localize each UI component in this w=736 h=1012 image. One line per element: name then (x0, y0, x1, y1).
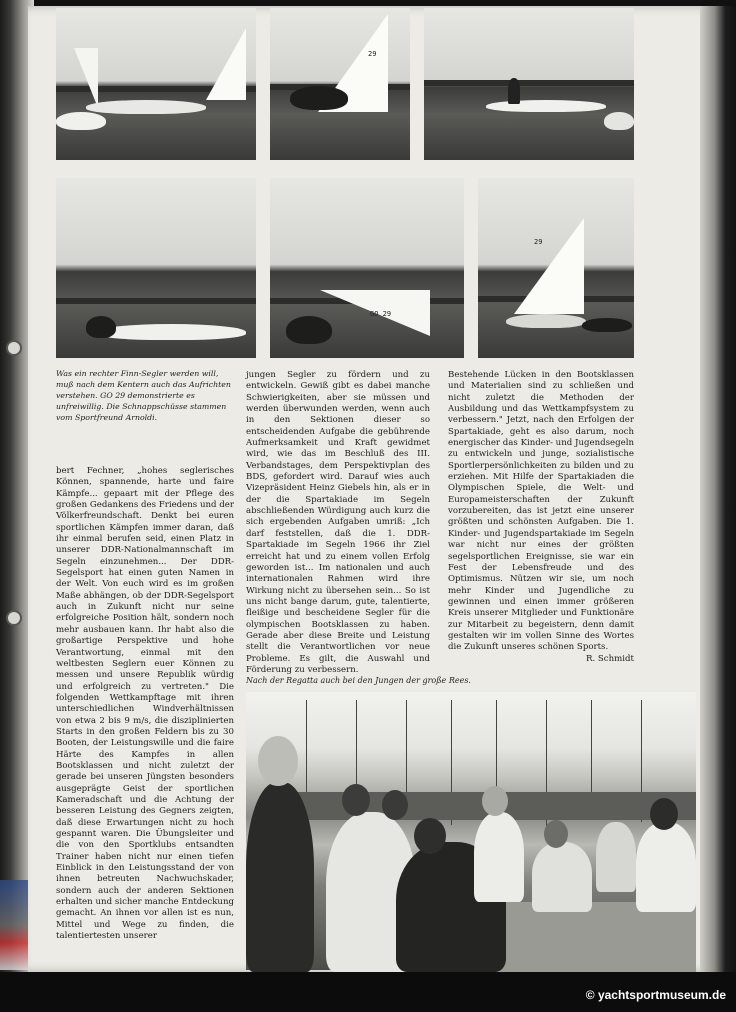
boat-hull (96, 324, 246, 340)
photo-capsize-6 (478, 178, 634, 358)
boy-standing (246, 782, 314, 972)
boy-sitting (636, 822, 696, 912)
sail-shape (74, 48, 98, 108)
page-edge (700, 6, 736, 972)
boat-hull (582, 318, 632, 332)
boy-sitting (532, 842, 592, 912)
boat-hull (286, 316, 332, 344)
photo-harbor-crowd (246, 692, 696, 970)
article-column-1 (56, 466, 234, 942)
sailor (508, 78, 520, 104)
photo-capsize-4 (56, 178, 256, 358)
photo-capsize-5 (270, 178, 464, 358)
page-tabs (0, 880, 30, 970)
column-2-text: jungen Segler zu fördern und zu entwickeln. Gewiß gibt es dabei manche Schwierigkeiten, aber sie müssen und werden überwunden werden, wenn auch in den Sektionen dieser so entscheidenden Aufgabe die gebührende Aufmerksamkeit und Kraft gewidmet wird, wie das im Beschluß des III. Verbandstages, dem Perspektivplan des BDS, gefordert wird. Darauf wies auch Vizepräsident Heinz Giebels hin, als er in der die Spartakiade im Segeln abschließenden Würdigung auch kurz die sich ergebenden Aufgaben umriß: „Ich darf feststellen, daß die 1. DDR-Spartakiade im Segeln 1966 ihr Ziel erreicht hat und zu einem vollen Erfolg geworden ist... Im nationalen und auch internationalen Rahmen wird ihre Wirkung nicht zu übersehen sein... So ist uns nicht bange darum, gute, talentierte, fleißige und bescheidene Segler für die olympischen Bootsklassen zu haben. Gerade aber diese Breite und Leistung stellt die Verantwortlichen vor neue Probleme. Es gilt, die Auswahl und Förderung zu verbessern. (246, 370, 430, 675)
sail-number: GO 29 (370, 310, 392, 318)
head (382, 790, 408, 820)
binder-ring (6, 340, 22, 356)
head (342, 784, 370, 816)
photo-capsize-3 (424, 8, 634, 160)
crowd-photo-caption: Nach der Regatta auch bei den Jungen der große Rees. (246, 676, 471, 685)
binder-ring (6, 610, 22, 626)
boat-hull (486, 100, 606, 112)
article-column-2 (246, 370, 430, 684)
head (544, 820, 568, 848)
watermark-credit: © yachtsportmuseum.de (585, 988, 726, 1002)
head (482, 786, 508, 816)
photo-capsize-1 (56, 8, 256, 160)
article-column-3 (448, 370, 634, 684)
author-signature: R. Schmidt (585, 653, 634, 664)
boy-sitting (474, 812, 524, 902)
boat-hull (86, 100, 206, 114)
boat-hull (86, 316, 116, 338)
sail-shape (514, 218, 584, 314)
boy-sitting (596, 822, 636, 892)
photo-caption: Was ein rechter Finn-Segler werden will, muß nach dem Kentern auch das Aufrichten verstehen. GO 29 demonstrierte es unfreiwillig. Die Schnappschüsse stammen vom Sportfreund Arnoldi. (56, 369, 231, 422)
sail-shape (206, 28, 246, 100)
boat-hull (604, 112, 634, 130)
sail-number: 29 (368, 50, 377, 58)
head (258, 736, 298, 786)
column-1-text: bert Fechner, „hohes seglerisches Können, spannende, harte und faire Kämpfe... gepaart mit der Pflege des großen Gedankens des Friedens und der Völkerfreundschaft. Denkt bei euren sportlichen Kämpfen immer daran, daß ihr einmal berufen seid, einen Platz in unserer DDR-Nationalmannschaft im Segeln einzunehmen... Der DDR-Segelsport hat einen guten Namen in der Welt. Von euch wird es im großen Maße abhängen, ob der DDR-Segelsport auch in Zukunft nicht nur seine erfolgreiche Position hält, sondern noch mehr ausbauen kann. Ihr habt also die großartige Perspektive und hohe Verantwortung, einmal mit den weltbesten Seglern euer Können zu messen und unsere Republik würdig und erfolgreich zu vertreten." Die folgenden Wettkampftage mit ihren unterschiedlichen Windverhältnissen von etwa 2 bis 9 m/s, die disziplinierten Starts in den großen Feldern bis zu 30 Booten, der Leistungswille und die faire Härte des Kampfes in allen Bootsklassen und nicht zuletzt der gerade bei unseren Jüngsten besonders ausgeprägte Geist der sportlichen Kameradschaft und die Achtung der besseren Leistung des Gegners zeigten, daß diese Erwartungen nicht zu hoch gespannt waren. Die Übungsleiter und die von den Sportklubs entsandten Trainer haben nicht nur einen tiefen Einblick in den Leistungsstand der von ihnen betreuten Nachwuchskader, sondern auch der anderen Sektionen erhalten und sicher manche Entdeckung gemacht. An ihnen vor allen ist es nun, Mittel und Wege zu finden, die talentiertesten unserer (56, 466, 234, 942)
boat-hull (290, 86, 348, 110)
head (414, 818, 446, 854)
head (650, 798, 678, 830)
boat-hull (506, 314, 586, 328)
sail-number: 29 (534, 238, 543, 246)
photo-capsize-2 (270, 8, 410, 160)
column-3-text: Bestehende Lücken in den Bootsklassen und Materialien sind zu schließen und nicht zuletzt die Methoden der Ausbildung und das Wettkampfsystem zu verbessern." Jetzt, nach den Erfolgen der Spartakiade, geht es also darum, noch energischer das Kinder- und Jugendsegeln zu entwickeln und junge, sozialistische Sportlerpersönlichkeiten zu bilden und zu erziehen. Mit Hilfe der Spartakiaden die Olympischen Spiele, die Welt- und Europameisterschaften der Zukunft vorzubereiten, das ist jetzt eine unserer größten und schönsten Aufgaben. Die 1. Kinder- und Jugendspartakiade im Segeln war nicht nur eines der größten segelsportlichen Ereignisse, sie war ein Fest der Lebensfreude und des Optimismus. Nützen wir sie, um noch mehr Kinder und Jugendliche zu gewinnen und einen immer größeren Kreis unserer Mitglieder und Funktionäre zur Mitarbeit zu begeistern, denn damit gestalten wir im vollen Sinne des Wortes die Zukunft unseres schönen Sports. (448, 370, 634, 653)
boat-hull (56, 112, 106, 130)
